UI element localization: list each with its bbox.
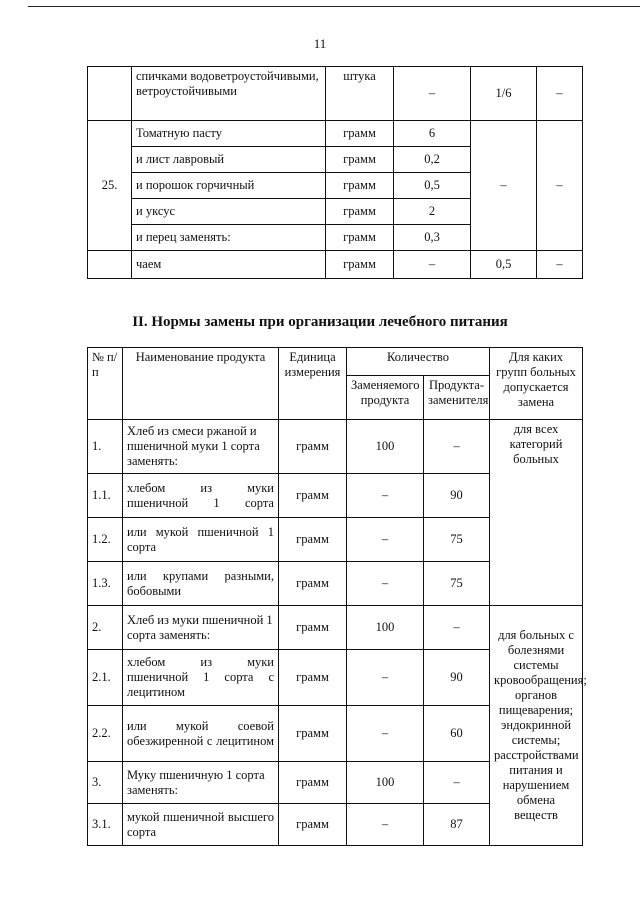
product-name: Муку пшеничную 1 сорта заменять: (123, 762, 279, 804)
table-row (88, 420, 583, 474)
product-name: или мукой соевой обезжиренной с лецитином (123, 706, 279, 762)
row-number: 1.1. (88, 474, 123, 518)
product-name: хлебом из муки пшеничной 1 сорта (123, 474, 279, 518)
product-name: или крупами разными, бобовыми (123, 562, 279, 606)
qty-replacement: 75 (424, 562, 490, 606)
patient-group-all: для всех категорий больных (490, 420, 583, 606)
qty-replaced: – (347, 562, 424, 606)
unit: грамм (279, 518, 347, 562)
qty-replacement: 87 (424, 804, 490, 846)
qty-replaced: 100 (347, 606, 424, 650)
qty-value: 6 (394, 121, 471, 147)
product-name: и перец заменять: (132, 225, 326, 251)
qty-replacement: 75 (424, 518, 490, 562)
product-name: и лист лавровый (132, 147, 326, 173)
table-row (88, 606, 583, 650)
table-row (88, 67, 583, 121)
qty-replaced: – (347, 804, 424, 846)
unit: грамм (279, 650, 347, 706)
qty-replacement: 90 (424, 474, 490, 518)
unit: штука (326, 67, 394, 121)
row-number: 2.1. (88, 650, 123, 706)
unit: грамм (279, 706, 347, 762)
header-unit: Единица измерения (279, 348, 347, 420)
row-number: 3.1. (88, 804, 123, 846)
row-number: 2.2. (88, 706, 123, 762)
qty-replaced: – (347, 706, 424, 762)
product-name: и порошок горчичный (132, 173, 326, 199)
product-name: Томатную пасту (132, 121, 326, 147)
qty-value: – (471, 121, 537, 251)
qty-value: 1/6 (471, 67, 537, 121)
qty-value: 0,2 (394, 147, 471, 173)
row-number: 25. (88, 121, 132, 251)
header-replacement: Продукта-заменителя (424, 376, 490, 420)
page-number: 11 (313, 36, 327, 51)
qty-replacement: 60 (424, 706, 490, 762)
product-name: и уксус (132, 199, 326, 225)
unit: грамм (279, 606, 347, 650)
header-row (88, 348, 583, 376)
row-number-cell (88, 67, 132, 121)
qty-replaced: – (347, 650, 424, 706)
table-row (88, 121, 583, 147)
qty-value: – (394, 67, 471, 121)
qty-value: 2 (394, 199, 471, 225)
header-quantity: Количество (347, 348, 490, 376)
product-name: спичками водоветроустойчивыми, ветроустойчивыми (132, 67, 326, 121)
row-number: 1. (88, 420, 123, 474)
unit: грамм (279, 474, 347, 518)
header-patient-groups: Для каких групп больных допускается замена (490, 348, 583, 420)
therapeutic-substitution-table (87, 347, 587, 846)
unit: грамм (279, 562, 347, 606)
table-row (88, 251, 583, 279)
qty-value: – (537, 251, 583, 279)
unit: грамм (326, 199, 394, 225)
product-name: чаем (132, 251, 326, 279)
unit: грамм (279, 762, 347, 804)
qty-value: – (537, 67, 583, 121)
row-number: 3. (88, 762, 123, 804)
qty-replaced: 100 (347, 762, 424, 804)
qty-replaced: – (347, 474, 424, 518)
unit: грамм (326, 251, 394, 279)
qty-value: – (394, 251, 471, 279)
row-number: 2. (88, 606, 123, 650)
qty-replacement: 90 (424, 650, 490, 706)
header-product-name: Наименование продукта (123, 348, 279, 420)
row-number: 1.3. (88, 562, 123, 606)
patient-group-diseases: для больных с болезнями системы кровообращения; органов пищеварения; эндокринной системы; расстройствами питания и нарушением обмена веществ (490, 606, 583, 846)
unit: грамм (326, 173, 394, 199)
qty-value: 0,3 (394, 225, 471, 251)
qty-value: 0,5 (471, 251, 537, 279)
unit: грамм (326, 147, 394, 173)
substitution-table-continued (87, 66, 583, 279)
qty-value: 0,5 (394, 173, 471, 199)
product-name: Хлеб из муки пшеничной 1 сорта заменять: (123, 606, 279, 650)
product-name: или мукой пшеничной 1 сорта (123, 518, 279, 562)
row-number: 1.2. (88, 518, 123, 562)
header-number: № п/п (88, 348, 123, 420)
qty-replacement: – (424, 762, 490, 804)
product-name: Хлеб из смеси ржаной и пшеничной муки 1 сорта заменять: (123, 420, 279, 474)
qty-replaced: – (347, 518, 424, 562)
unit: грамм (279, 420, 347, 474)
unit: грамм (326, 121, 394, 147)
qty-value: – (537, 121, 583, 251)
unit: грамм (279, 804, 347, 846)
top-rule (28, 6, 640, 7)
qty-replaced: 100 (347, 420, 424, 474)
product-name: мукой пшеничной высшего сорта (123, 804, 279, 846)
product-name: хлебом из муки пшеничной 1 сорта с лецитином (123, 650, 279, 706)
unit: грамм (326, 225, 394, 251)
header-replaced: Заменяемого продукта (347, 376, 424, 420)
row-number-cell (88, 251, 132, 279)
section-title: II. Нормы замены при организации лечебного питания (132, 314, 508, 330)
qty-replacement: – (424, 420, 490, 474)
qty-replacement: – (424, 606, 490, 650)
